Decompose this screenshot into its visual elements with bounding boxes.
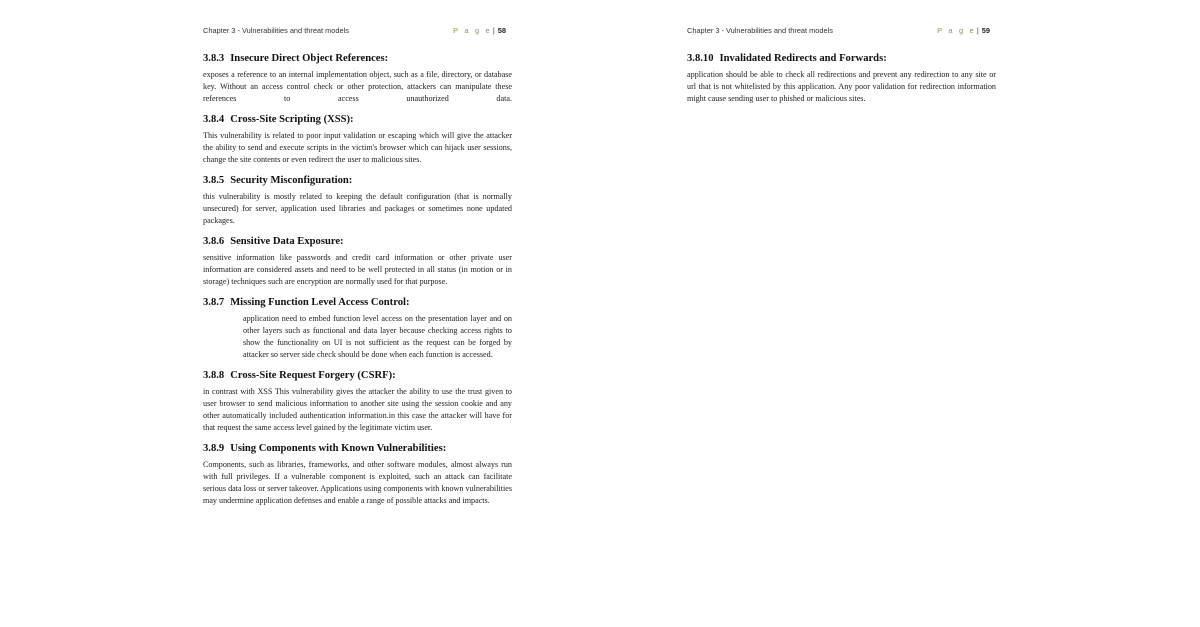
section-body: Components, such as libraries, frameworks, and other software modules, almost always run with full privileges. If a vulnerable component is exploited, such an attack can facilitate serious data loss or server takeover. Applications using components with known vulnerabilities may undermine application defenses and enable a range of possible attacks and impacts.	[203, 460, 512, 505]
right-page	[687, 0, 996, 627]
section-body: application need to embed function level access on the presentation layer and on other layers such as functional and data layer because checking access rights to show the functionality on UI is not sufficient as the request can be forged by attacker so server side check should be done when each function is accessed.	[243, 314, 512, 359]
section-title: Cross-Site Request Forgery (CSRF):	[230, 370, 396, 381]
page-number: 59	[981, 26, 990, 35]
section-title: Using Components with Known Vulnerabilities:	[230, 443, 447, 454]
section-body: sensitive information like passwords and credit card information or other private user information are considered assets and need to be well protected in all status (in motion or in storage) techniques such are encryption are normally used for that purpose.	[203, 253, 512, 286]
section-title: Invalidated Redirects and Forwards:	[719, 53, 887, 64]
section-heading-3-8-5	[203, 175, 512, 186]
section-title: Cross-Site Scripting (XSS):	[230, 114, 354, 125]
page-number-label	[453, 26, 506, 35]
page-word: P a g e	[937, 26, 976, 35]
section-heading-3-8-7	[203, 297, 512, 308]
section-heading-3-8-6	[203, 236, 512, 247]
page-word: P a g e	[453, 26, 492, 35]
section-heading-3-8-9	[203, 443, 512, 454]
left-page	[203, 0, 512, 627]
section-number: 3.8.9	[203, 443, 225, 454]
page-header	[687, 26, 996, 38]
section-number: 3.8.5	[203, 175, 225, 186]
section-number: 3.8.3	[203, 53, 225, 64]
chapter-title: Chapter 3 - Vulnerabilities and threat models	[203, 26, 349, 35]
page-content	[687, 53, 996, 114]
section-heading-3-8-3	[203, 53, 512, 64]
section-heading-3-8-8	[203, 370, 512, 381]
page-separator: |	[492, 26, 495, 35]
section-title: Security Misconfiguration:	[230, 175, 353, 186]
section-number: 3.8.7	[203, 297, 225, 308]
section-title: Insecure Direct Object References:	[230, 53, 389, 64]
page-header	[203, 26, 512, 38]
section-body: application should be able to check all redirections and prevent any redirection to any site or url that is not whitelisted by this application. Any poor validation for redirection information might cause sending user to phished or malicious sites.	[687, 70, 996, 103]
page-separator: |	[976, 26, 979, 35]
page-number: 58	[497, 26, 506, 35]
section-number: 3.8.8	[203, 370, 225, 381]
chapter-title: Chapter 3 - Vulnerabilities and threat models	[687, 26, 833, 35]
section-number: 3.8.10	[687, 53, 714, 64]
section-title: Missing Function Level Access Control:	[230, 297, 410, 308]
section-number: 3.8.6	[203, 236, 225, 247]
page-number-label	[937, 26, 990, 35]
section-body: in contrast with XSS This vulnerability gives the attacker the ability to use the trust given to user browser to send malicious information to another site using the session cookie and any other automatically included authentication information.in this case the attacker will have for that request the same access level gained by the legitimate victim user.	[203, 387, 512, 432]
section-body: this vulnerability is mostly related to keeping the default configuration (that is normally unsecured) for server, application used libraries and packages or sometimes none updated packages.	[203, 192, 512, 225]
page-content	[203, 53, 512, 516]
section-heading-3-8-10	[687, 53, 996, 64]
section-number: 3.8.4	[203, 114, 225, 125]
section-heading-3-8-4	[203, 114, 512, 125]
section-body: exposes a reference to an internal implementation object, such as a file, directory, or database key. Without an access control check or other protection, attackers can manipulate these references to access unauthorized data.	[203, 70, 512, 103]
section-title: Sensitive Data Exposure:	[230, 236, 344, 247]
section-body: This vulnerability is related to poor input validation or escaping which will give the attacker the ability to send and execute scripts in the victim's browser which can hijack user sessions, change the site contents or even redirect the user to malicious sites.	[203, 131, 512, 164]
